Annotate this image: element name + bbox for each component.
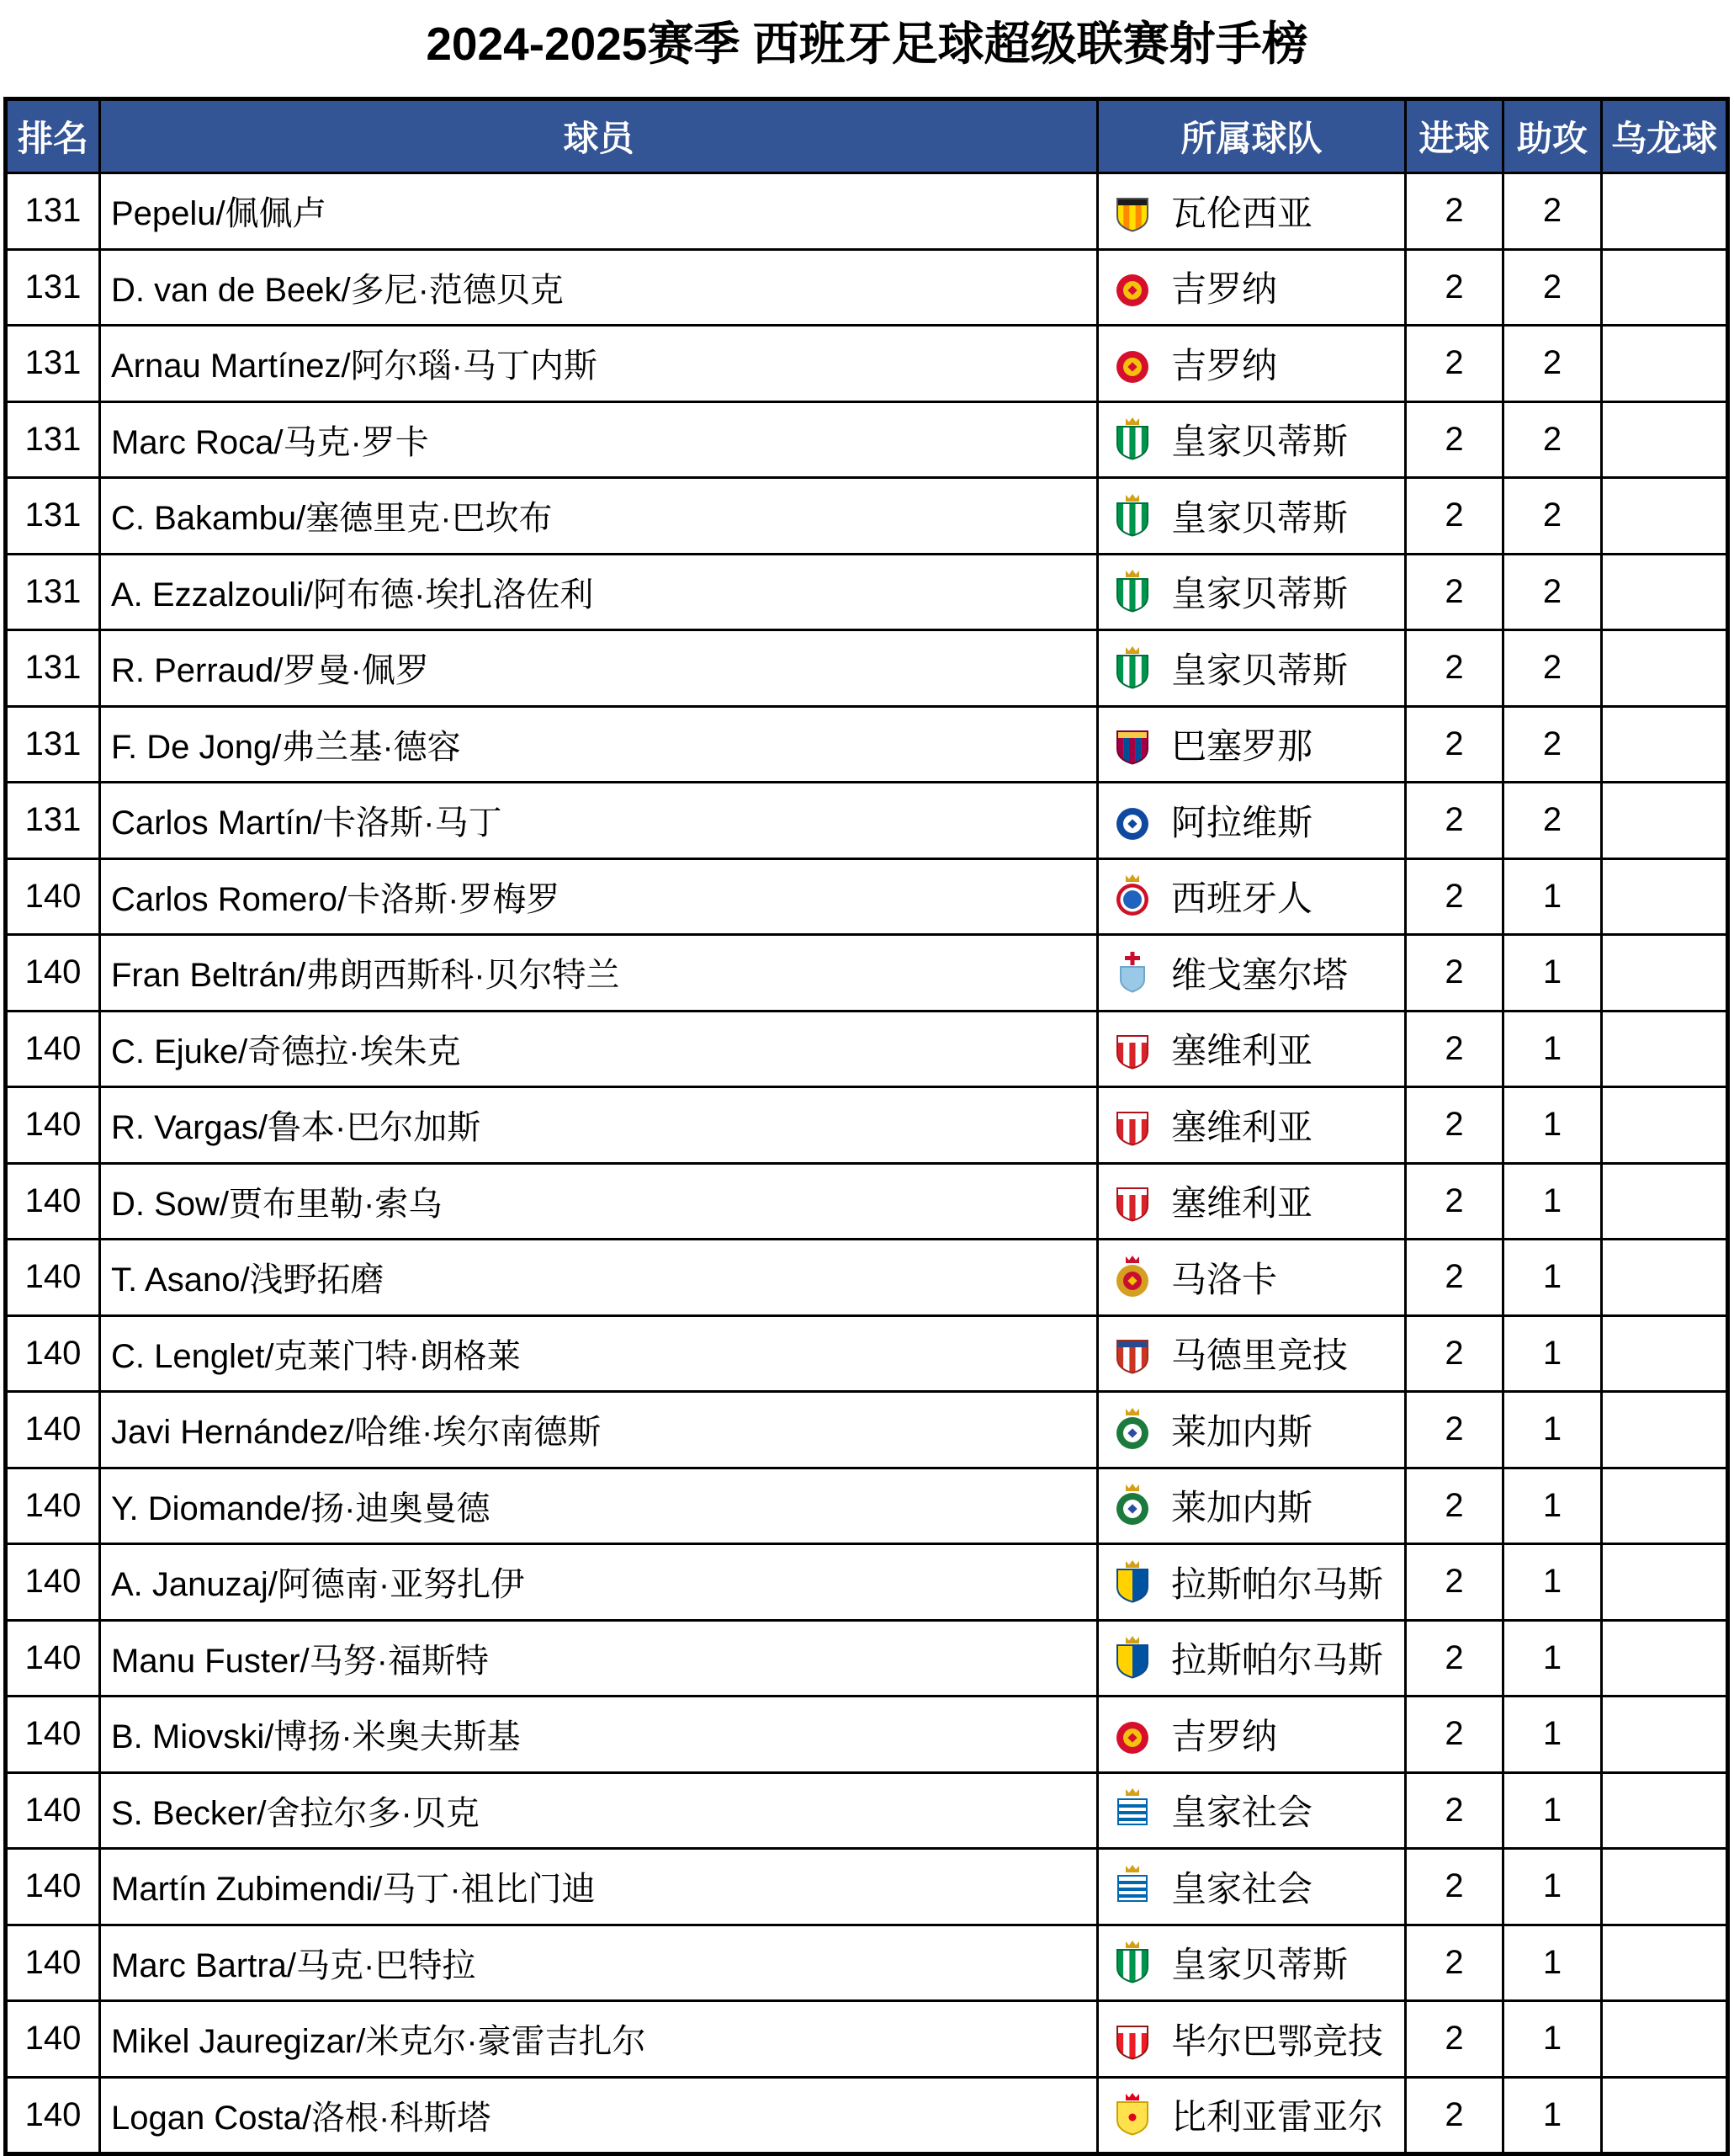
own-goals-cell: [1602, 1392, 1728, 1468]
assists-cell: 1: [1503, 1697, 1602, 1773]
own-goals-cell: [1602, 1163, 1728, 1240]
team-cell: [1098, 1925, 1406, 2001]
rank-cell: 131: [6, 706, 100, 783]
rank-cell: 131: [6, 249, 100, 326]
team-cell: [1098, 1697, 1406, 1773]
player-cell: A. Ezzalzouli/阿布德·埃扎洛佐利: [100, 554, 1098, 630]
rank-cell: 140: [6, 1925, 100, 2001]
team-crest-icon-leganes: [1112, 1407, 1153, 1452]
team-name: 毕尔巴鄂竞技: [1171, 2021, 1384, 2061]
assists-cell: 2: [1503, 249, 1602, 326]
goals-cell: 2: [1406, 2001, 1503, 2078]
player-cell: A. Januzaj/阿德南·亚努扎伊: [100, 1544, 1098, 1621]
team-cell: [1098, 1011, 1406, 1087]
player-cell: Pepelu/佩佩卢: [100, 173, 1098, 250]
player-cell: C. Bakambu/塞德里克·巴坎布: [100, 478, 1098, 555]
rank-cell: 140: [6, 2001, 100, 2078]
assists-cell: 2: [1503, 783, 1602, 859]
goals-cell: 2: [1406, 2077, 1503, 2154]
own-goals-cell: [1602, 1849, 1728, 1925]
rank-cell: 131: [6, 478, 100, 555]
table-row: [6, 1087, 1728, 1164]
own-goals-cell: [1602, 2001, 1728, 2078]
team-crest-icon-betis: [1112, 569, 1153, 614]
team-name: 瓦伦西亚: [1171, 193, 1313, 233]
team-crest-icon-sociedad: [1112, 1864, 1153, 1909]
goals-cell: 2: [1406, 1011, 1503, 1087]
own-goals-cell: [1602, 1011, 1728, 1087]
team-name: 维戈塞尔塔: [1171, 954, 1349, 995]
team-name: 比利亚雷亚尔: [1171, 2097, 1384, 2137]
rank-cell: 140: [6, 1392, 100, 1468]
player-cell: Martín Zubimendi/马丁·祖比门迪: [100, 1849, 1098, 1925]
table-row: [6, 630, 1728, 707]
assists-cell: 1: [1503, 2077, 1602, 2154]
team-cell: [1098, 1163, 1406, 1240]
team-cell: [1098, 173, 1406, 250]
goals-cell: 2: [1406, 1392, 1503, 1468]
goals-cell: 2: [1406, 478, 1503, 555]
team-cell: [1098, 2077, 1406, 2154]
team-cell: [1098, 1772, 1406, 1849]
team-cell: [1098, 630, 1406, 707]
header-assists: 助攻: [1503, 99, 1602, 173]
team-crest-icon-laspalmas: [1112, 1559, 1153, 1605]
rank-cell: 140: [6, 1240, 100, 1316]
own-goals-cell: [1602, 858, 1728, 935]
own-goals-cell: [1602, 1697, 1728, 1773]
assists-cell: 1: [1503, 1392, 1602, 1468]
assists-cell: 2: [1503, 706, 1602, 783]
player-cell: F. De Jong/弗兰基·德容: [100, 706, 1098, 783]
team-cell: [1098, 401, 1406, 478]
table-row: [6, 1849, 1728, 1925]
table-row: [6, 858, 1728, 935]
rank-cell: 131: [6, 554, 100, 630]
own-goals-cell: [1602, 249, 1728, 326]
goals-cell: 2: [1406, 1468, 1503, 1544]
team-name: 拉斯帕尔马斯: [1171, 1564, 1384, 1604]
team-crest-icon-girona: [1112, 264, 1153, 310]
team-crest-icon-sevilla: [1112, 1102, 1153, 1148]
assists-cell: 1: [1503, 1315, 1602, 1392]
team-name: 巴塞罗那: [1171, 726, 1313, 767]
team-cell: [1098, 1315, 1406, 1392]
team-cell: [1098, 554, 1406, 630]
team-name: 莱加内斯: [1171, 1411, 1313, 1452]
assists-cell: 1: [1503, 1240, 1602, 1316]
team-crest-icon-espanyol: [1112, 874, 1153, 919]
assists-cell: 1: [1503, 1620, 1602, 1697]
rank-cell: 140: [6, 1163, 100, 1240]
table-row: [6, 554, 1728, 630]
table-row: [6, 1011, 1728, 1087]
table-row: [6, 783, 1728, 859]
goals-cell: 2: [1406, 554, 1503, 630]
assists-cell: 1: [1503, 1468, 1602, 1544]
goals-cell: 2: [1406, 858, 1503, 935]
team-crest-icon-sevilla: [1112, 1026, 1153, 1071]
team-name: 塞维利亚: [1171, 1031, 1313, 1071]
own-goals-cell: [1602, 935, 1728, 1012]
assists-cell: 2: [1503, 478, 1602, 555]
team-crest-icon-atletico: [1112, 1330, 1153, 1376]
team-cell: [1098, 249, 1406, 326]
own-goals-cell: [1602, 326, 1728, 402]
player-cell: C. Ejuke/奇德拉·埃朱克: [100, 1011, 1098, 1087]
goals-cell: 2: [1406, 1544, 1503, 1621]
team-name: 皇家贝蒂斯: [1171, 574, 1349, 614]
own-goals-cell: [1602, 1468, 1728, 1544]
rank-cell: 140: [6, 1087, 100, 1164]
goals-cell: 2: [1406, 1240, 1503, 1316]
player-cell: Carlos Romero/卡洛斯·罗梅罗: [100, 858, 1098, 935]
player-cell: Mikel Jauregizar/米克尔·豪雷吉扎尔: [100, 2001, 1098, 2078]
own-goals-cell: [1602, 478, 1728, 555]
goals-cell: 2: [1406, 1620, 1503, 1697]
table-row: [6, 1240, 1728, 1316]
table-row: [6, 706, 1728, 783]
assists-cell: 1: [1503, 1011, 1602, 1087]
team-name: 塞维利亚: [1171, 1107, 1313, 1147]
header-rank: 排名: [6, 99, 100, 173]
player-cell: C. Lenglet/克莱门特·朗格莱: [100, 1315, 1098, 1392]
rank-cell: 140: [6, 1620, 100, 1697]
rank-cell: 131: [6, 401, 100, 478]
team-crest-icon-girona: [1112, 1712, 1153, 1757]
assists-cell: 2: [1503, 401, 1602, 478]
own-goals-cell: [1602, 401, 1728, 478]
table-row: [6, 1315, 1728, 1392]
goals-cell: 2: [1406, 935, 1503, 1012]
own-goals-cell: [1602, 1240, 1728, 1316]
header-own-goals: 乌龙球: [1602, 99, 1728, 173]
team-name: 阿拉维斯: [1171, 802, 1313, 842]
team-crest-icon-barcelona: [1112, 721, 1153, 767]
goals-cell: 2: [1406, 1925, 1503, 2001]
table-row: [6, 1697, 1728, 1773]
own-goals-cell: [1602, 554, 1728, 630]
team-crest-icon-mallorca: [1112, 1255, 1153, 1300]
goals-cell: 2: [1406, 1697, 1503, 1773]
player-cell: S. Becker/舍拉尔多·贝克: [100, 1772, 1098, 1849]
own-goals-cell: [1602, 173, 1728, 250]
header-player: 球员: [100, 99, 1098, 173]
player-cell: Marc Bartra/马克·巴特拉: [100, 1925, 1098, 2001]
team-name: 皇家社会: [1171, 1868, 1313, 1909]
assists-cell: 1: [1503, 1544, 1602, 1621]
goals-cell: 2: [1406, 1163, 1503, 1240]
assists-cell: 1: [1503, 858, 1602, 935]
assists-cell: 1: [1503, 2001, 1602, 2078]
table-row: [6, 2001, 1728, 2078]
team-name: 莱加内斯: [1171, 1488, 1313, 1528]
team-name: 拉斯帕尔马斯: [1171, 1640, 1384, 1681]
team-name: 塞维利亚: [1171, 1183, 1313, 1224]
team-cell: [1098, 1392, 1406, 1468]
team-name: 皇家贝蒂斯: [1171, 497, 1349, 538]
team-name: 皇家贝蒂斯: [1171, 650, 1349, 690]
assists-cell: 1: [1503, 1849, 1602, 1925]
goals-cell: 2: [1406, 401, 1503, 478]
team-cell: [1098, 935, 1406, 1012]
team-name: 吉罗纳: [1171, 269, 1278, 310]
team-crest-icon-betis: [1112, 493, 1153, 539]
team-crest-icon-betis: [1112, 417, 1153, 462]
own-goals-cell: [1602, 1772, 1728, 1849]
rank-cell: 140: [6, 2077, 100, 2154]
team-crest-icon-girona: [1112, 341, 1153, 386]
table-row: [6, 1468, 1728, 1544]
team-crest-icon-betis: [1112, 645, 1153, 691]
player-cell: R. Vargas/鲁本·巴尔加斯: [100, 1087, 1098, 1164]
player-cell: R. Perraud/罗曼·佩罗: [100, 630, 1098, 707]
rank-cell: 140: [6, 935, 100, 1012]
player-cell: Arnau Martínez/阿尔瑙·马丁内斯: [100, 326, 1098, 402]
table-row: [6, 401, 1728, 478]
rank-cell: 131: [6, 173, 100, 250]
rank-cell: 140: [6, 1544, 100, 1621]
table-row: [6, 173, 1728, 250]
own-goals-cell: [1602, 1544, 1728, 1621]
own-goals-cell: [1602, 1087, 1728, 1164]
team-cell: [1098, 858, 1406, 935]
rank-cell: 131: [6, 783, 100, 859]
own-goals-cell: [1602, 1315, 1728, 1392]
team-crest-icon-betis: [1112, 1940, 1153, 1985]
team-name: 皇家社会: [1171, 1792, 1313, 1833]
team-crest-icon-valencia: [1112, 189, 1153, 234]
team-cell: [1098, 2001, 1406, 2078]
assists-cell: 1: [1503, 1925, 1602, 2001]
goals-cell: 2: [1406, 1087, 1503, 1164]
team-cell: [1098, 1620, 1406, 1697]
player-cell: D. Sow/贾布里勒·索乌: [100, 1163, 1098, 1240]
goals-cell: 2: [1406, 249, 1503, 326]
header-team: 所属球队: [1098, 99, 1406, 173]
team-crest-icon-sevilla: [1112, 1178, 1153, 1224]
assists-cell: 2: [1503, 326, 1602, 402]
team-crest-icon-celta: [1112, 950, 1153, 996]
player-cell: Carlos Martín/卡洛斯·马丁: [100, 783, 1098, 859]
player-cell: Javi Hernández/哈维·埃尔南德斯: [100, 1392, 1098, 1468]
own-goals-cell: [1602, 1925, 1728, 2001]
player-cell: D. van de Beek/多尼·范德贝克: [100, 249, 1098, 326]
table-row: [6, 1772, 1728, 1849]
team-cell: [1098, 326, 1406, 402]
own-goals-cell: [1602, 1620, 1728, 1697]
goals-cell: 2: [1406, 173, 1503, 250]
player-cell: B. Miovski/博扬·米奥夫斯基: [100, 1697, 1098, 1773]
rank-cell: 140: [6, 1011, 100, 1087]
table-row: [6, 1620, 1728, 1697]
table-row: [6, 326, 1728, 402]
own-goals-cell: [1602, 706, 1728, 783]
team-name: 吉罗纳: [1171, 345, 1278, 385]
player-cell: T. Asano/浅野拓磨: [100, 1240, 1098, 1316]
team-crest-icon-athletic: [1112, 2016, 1153, 2062]
goals-cell: 2: [1406, 1772, 1503, 1849]
team-crest-icon-laspalmas: [1112, 1635, 1153, 1681]
scorers-table: [3, 97, 1730, 2156]
rank-cell: 140: [6, 1468, 100, 1544]
team-crest-icon-villarreal: [1112, 2092, 1153, 2137]
table-row: [6, 1925, 1728, 2001]
team-name: 马德里竞技: [1171, 1336, 1349, 1376]
page-title: 2024-2025赛季 西班牙足球超级联赛射手榜: [426, 18, 1308, 70]
own-goals-cell: [1602, 783, 1728, 859]
player-cell: Logan Costa/洛根·科斯塔: [100, 2077, 1098, 2154]
team-name: 吉罗纳: [1171, 1716, 1278, 1756]
assists-cell: 1: [1503, 1087, 1602, 1164]
rank-cell: 140: [6, 1849, 100, 1925]
table-row: [6, 478, 1728, 555]
player-cell: Manu Fuster/马努·福斯特: [100, 1620, 1098, 1697]
team-crest-icon-alaves: [1112, 798, 1153, 843]
rank-cell: 131: [6, 326, 100, 402]
own-goals-cell: [1602, 630, 1728, 707]
goals-cell: 2: [1406, 706, 1503, 783]
header-row: [6, 99, 1728, 173]
rank-cell: 131: [6, 630, 100, 707]
goals-cell: 2: [1406, 1849, 1503, 1925]
goals-cell: 2: [1406, 1315, 1503, 1392]
team-crest-icon-sociedad: [1112, 1787, 1153, 1833]
assists-cell: 2: [1503, 173, 1602, 250]
rank-cell: 140: [6, 858, 100, 935]
team-name: 皇家贝蒂斯: [1171, 422, 1349, 462]
player-cell: Y. Diomande/扬·迪奥曼德: [100, 1468, 1098, 1544]
assists-cell: 2: [1503, 630, 1602, 707]
player-cell: Fran Beltrán/弗朗西斯科·贝尔特兰: [100, 935, 1098, 1012]
header-goals: 进球: [1406, 99, 1503, 173]
goals-cell: 2: [1406, 630, 1503, 707]
table-row: [6, 249, 1728, 326]
team-cell: [1098, 783, 1406, 859]
team-cell: [1098, 1544, 1406, 1621]
team-name: 西班牙人: [1171, 879, 1313, 919]
team-name: 马洛卡: [1171, 1259, 1278, 1299]
rank-cell: 140: [6, 1772, 100, 1849]
team-cell: [1098, 706, 1406, 783]
table-row: [6, 1544, 1728, 1621]
table-body: [6, 173, 1728, 2154]
assists-cell: 2: [1503, 554, 1602, 630]
team-cell: [1098, 1240, 1406, 1316]
own-goals-cell: [1602, 2077, 1728, 2154]
table-row: [6, 1392, 1728, 1468]
team-name: 皇家贝蒂斯: [1171, 1945, 1349, 1985]
team-crest-icon-leganes: [1112, 1483, 1153, 1528]
player-cell: Marc Roca/马克·罗卡: [100, 401, 1098, 478]
rank-cell: 140: [6, 1315, 100, 1392]
table-row: [6, 2077, 1728, 2154]
table-row: [6, 935, 1728, 1012]
team-cell: [1098, 1849, 1406, 1925]
goals-cell: 2: [1406, 783, 1503, 859]
team-cell: [1098, 1468, 1406, 1544]
rank-cell: 140: [6, 1697, 100, 1773]
assists-cell: 1: [1503, 1772, 1602, 1849]
assists-cell: 1: [1503, 1163, 1602, 1240]
table-row: [6, 1163, 1728, 1240]
assists-cell: 1: [1503, 935, 1602, 1012]
goals-cell: 2: [1406, 326, 1503, 402]
team-cell: [1098, 478, 1406, 555]
team-cell: [1098, 1087, 1406, 1164]
